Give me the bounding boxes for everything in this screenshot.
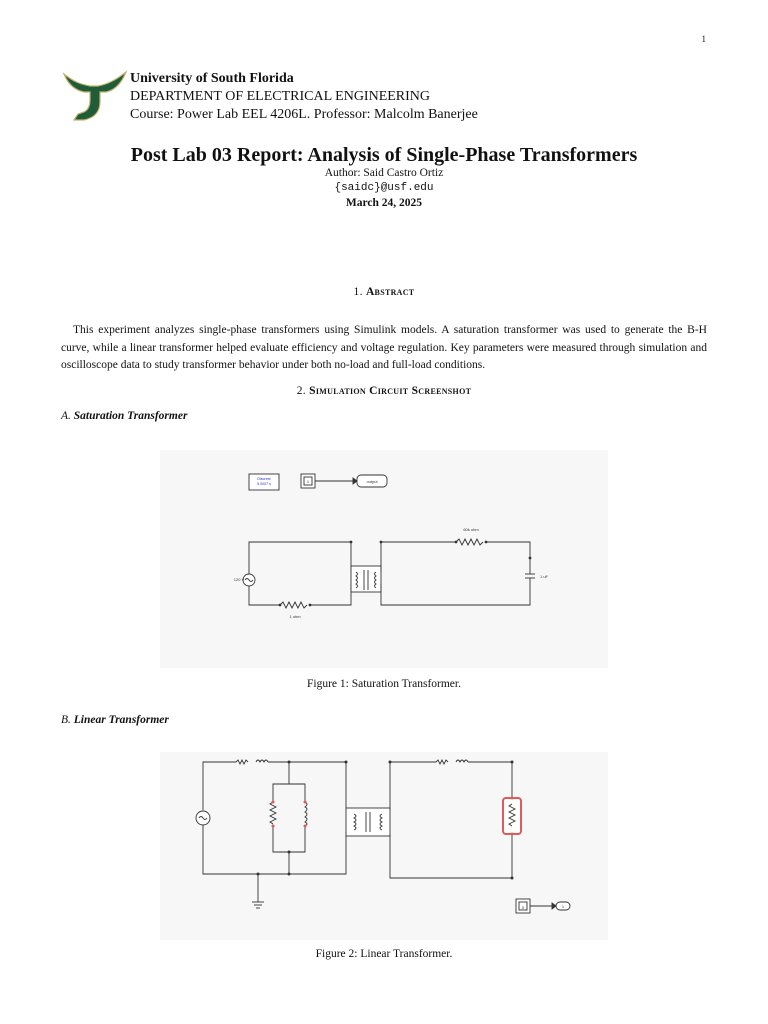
university-name: University of South Florida xyxy=(130,71,294,86)
author-line: Author: Said Castro Ortiz xyxy=(324,167,444,179)
outport-label: 1 xyxy=(561,904,565,909)
constant-value: 0 xyxy=(521,905,525,910)
section-number: 1. xyxy=(353,286,363,298)
powergui-line-1: Discrete xyxy=(257,477,271,481)
section-title: Abstract xyxy=(365,286,415,298)
section-title: Simulation Circuit Screenshot xyxy=(309,385,472,397)
report-date: March 24, 2025 xyxy=(345,197,423,209)
author-email: {saidc}@usf.edu xyxy=(334,182,434,194)
figure-1-caption: Figure 1: Saturation Transformer. xyxy=(307,678,461,690)
output-block-label: output xyxy=(366,479,378,484)
subsection-heading-b: B. Linear Transformer xyxy=(61,714,169,726)
figure-1-saturation-circuit xyxy=(160,450,608,668)
section-heading-simulation xyxy=(0,385,768,397)
course-info: Course: Power Lab EEL 4206L. Professor: Malcolm Banerjee xyxy=(130,107,478,122)
saturation-circuit-diagram xyxy=(160,450,608,668)
source-label: 120 V xyxy=(233,577,245,582)
powergui-line-2: 5.0007 s xyxy=(257,482,271,486)
institution-block xyxy=(130,70,478,124)
abstract-text: This experiment analyzes single-phase transformers using Simulink models. A saturation transformer was used to generate the B-H curve, while a linear transformer helped evaluate efficiency and voltage regulation. Key parameters were measured through simulation and oscilloscope data to study transformer behavior under both no-load and full-load conditions. xyxy=(61,324,707,371)
page-number: 1 xyxy=(701,34,706,44)
secondary-resistor-label: 60k ohm xyxy=(463,527,479,532)
figure-2-caption: Figure 2: Linear Transformer. xyxy=(315,948,453,960)
department-name: DEPARTMENT OF ELECTRICAL ENGINEERING xyxy=(130,89,431,104)
paper-title: Post Lab 03 Report: Analysis of Single-Phase Transformers xyxy=(130,144,638,166)
linear-circuit-diagram xyxy=(160,752,608,940)
primary-resistor-label: 1 ohm xyxy=(289,614,301,619)
constant-value: 1 xyxy=(306,479,310,484)
section-heading-abstract xyxy=(0,286,768,298)
usf-bull-logo xyxy=(60,68,128,122)
figure-2-linear-circuit xyxy=(160,752,608,940)
subsection-heading-a: A. Saturation Transformer xyxy=(61,410,188,422)
capacitor-label: 1 uF xyxy=(539,574,549,579)
section-number: 2. xyxy=(296,385,306,397)
